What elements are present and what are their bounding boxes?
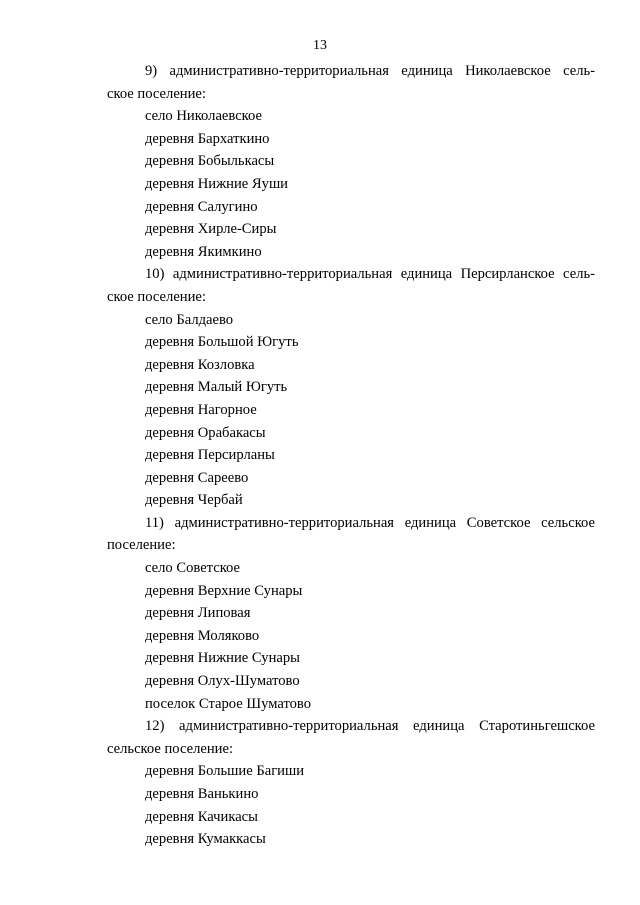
settlement-item: деревня Нагорное (145, 401, 257, 418)
settlement-item: деревня Салугино (145, 198, 258, 215)
settlement-item: деревня Большой Югуть (145, 334, 299, 351)
settlement-item: деревня Малый Югуть (145, 379, 288, 396)
section-sovetskoe (107, 512, 595, 715)
section-heading-line-2: ское поселение: (107, 288, 206, 305)
section-heading-line-2: сельское поселение: (107, 740, 234, 757)
settlement-item: деревня Нижние Сунары (145, 650, 300, 667)
settlement-item: деревня Якимкино (145, 243, 262, 260)
settlement-item: деревня Верхние Сунары (145, 582, 303, 599)
settlement-item: деревня Олух-Шуматово (145, 673, 300, 690)
document-body (107, 60, 595, 851)
settlement-item: деревня Чербай (145, 492, 243, 509)
section-heading-line-1: 10) административно-территориальная единица Персирланское сель- (145, 266, 595, 283)
settlement-item: деревня Нижние Яуши (145, 175, 288, 192)
settlement-item: деревня Бобылькасы (145, 153, 275, 170)
settlement-item: деревня Липовая (145, 605, 251, 622)
section-persirlanskoe (107, 263, 595, 512)
section-heading-line-2: ское поселение: (107, 85, 206, 102)
settlement-item: село Николаевское (145, 108, 262, 125)
settlement-item: деревня Бархаткино (145, 130, 270, 147)
settlement-item: село Балдаево (145, 311, 234, 328)
section-starotingeshskoe (107, 715, 595, 851)
section-heading-line-2: поселение: (107, 537, 176, 554)
section-heading-line-1: 9) административно-территориальная единица Николаевское сель- (145, 63, 595, 79)
section-nikolaevskoe (107, 60, 595, 263)
section-heading-line-1: 11) административно-территориальная единица Советское сельское (145, 514, 595, 531)
settlement-item: деревня Сареево (145, 469, 249, 486)
settlement-item: деревня Ванькино (145, 786, 259, 802)
section-heading-line-1: 12) административно-территориальная единица Старотиньгешское (145, 718, 595, 735)
settlement-item: село Советское (145, 560, 241, 577)
settlement-item: деревня Орабакасы (145, 424, 266, 441)
settlement-item: деревня Моляково (145, 627, 260, 644)
settlement-item: деревня Хирле-Сиры (145, 221, 277, 238)
settlement-item: поселок Старое Шуматово (145, 695, 312, 712)
page-number: 13 (313, 38, 327, 53)
settlement-item: деревня Персирланы (145, 447, 275, 464)
settlement-item: деревня Качикасы (145, 808, 258, 825)
settlement-item: деревня Большие Багиши (145, 763, 305, 780)
settlement-item: деревня Кумаккасы (145, 831, 266, 848)
settlement-item: деревня Козловка (145, 356, 255, 373)
